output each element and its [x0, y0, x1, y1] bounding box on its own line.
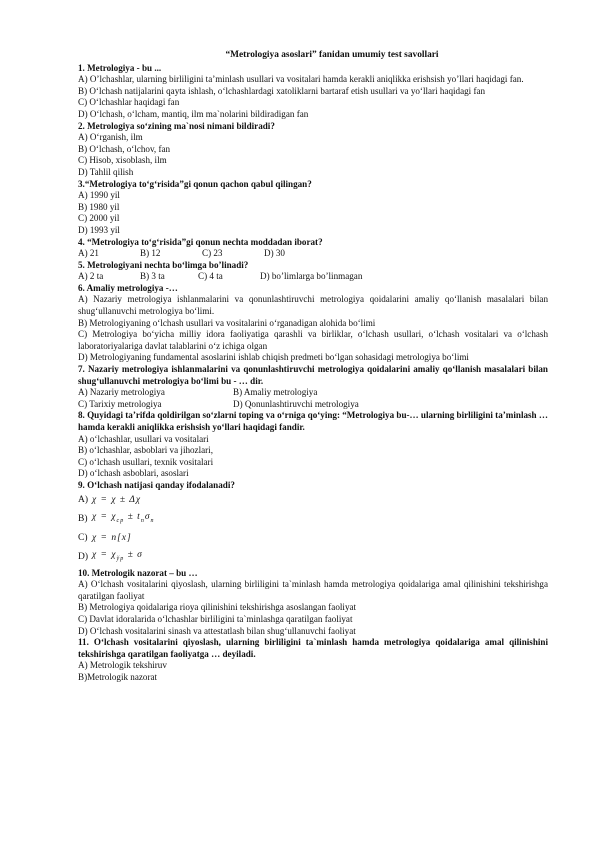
formula-subscript: ср: [116, 518, 125, 525]
question-text: 9. O‘lchash natijasi qanday ifodalanadi?: [78, 479, 235, 490]
answer-c: [78, 530, 548, 549]
answer-b: B)Metrologik nazorat: [78, 671, 158, 682]
question-text: 7. Nazariy metrologiya ishlanmalarini va qonunlashtiruvchi metrologiya qoidalarini amaliy qo‘llanish masalalari bilan shug‘ullanuvchi metrologiya bo‘limi bu - … dir.: [78, 364, 548, 386]
question-5: [78, 260, 548, 283]
answers-row: [78, 271, 548, 283]
answer-d: D) Qonunlashtiruvchi metrologiya: [233, 398, 359, 409]
answer-c: C) 2000 yil: [78, 213, 120, 224]
answer-b: B) Metrologiya qoidalariga rioya qilinishini tekshirishga asoslangan faoliyat: [78, 602, 357, 613]
answer-c: C) Hisob, xisoblash, ilm: [78, 155, 167, 166]
question-text: 11. O‘lchash vositalarini qiyoslash, ularning birliligini ta`minlash hamda metrologiya qoidalariga amal qilinishini tekshirishga qaratilgan faoliyatga … deyiladi.: [78, 637, 548, 659]
answer-a: A) 1990 yil: [78, 190, 120, 201]
answer-b: B) 3 ta: [140, 271, 165, 282]
answer-b: B) 1980 yil: [78, 201, 120, 212]
document-title: “Metrologiya asoslari” fanidan umumiy test savollari: [225, 50, 439, 60]
answer-a: A) Nazariy metrologiya: [78, 387, 165, 398]
answer-a: A) o‘lchashlar, usullari va vositalari: [78, 433, 209, 444]
answer-label: A): [78, 495, 89, 506]
answer-b: B) Amaliy metrologiya: [233, 387, 318, 398]
formula-subscript: n: [150, 518, 155, 525]
formula-part: χ = χ: [92, 550, 117, 561]
question-text: 6. Amaliy metrologiya -…: [78, 282, 178, 293]
answer-d: D) O‘lchash vositalarini sinash va attestatlash bilan shug‘ullanuvchi faoliyat: [78, 625, 356, 636]
answer-d: D) bo’limlarga bo’linmagan: [260, 271, 363, 282]
answer-c: C) Davlat idoralarida o‘lchashlar birliligini ta`minlashga qaratilgan faoliyat: [78, 613, 353, 624]
formula: χ = χ ± Δχ: [92, 495, 142, 506]
answer-b: B) O‘lchash natijalarini qayta ishlash, o‘lchashlardagi xatoliklarni bartaraf etish usullari va yo‘llari haqidagi fan: [78, 85, 486, 96]
question-text: 10. Metrologik nazorat – bu …: [78, 567, 198, 578]
formula-part: ± t: [124, 512, 141, 523]
answer-c: C) 23: [202, 248, 223, 259]
answer-c: C) Metrologiya bo‘yicha milliy idora faoliyatiga qarashli va birliklar, o‘lchash usullari, o‘lchash vositalari va o‘lchash laboratoriyalariga davlat talablarini o‘z ichiga olgan: [78, 329, 548, 351]
answer-d: D) o‘lchash asboblari, asoslari: [78, 468, 189, 479]
answer-c: C) O‘lchashlar haqidagi fan: [78, 97, 180, 108]
question-text: 3.“Metrologiya to‘g‘risida”gi qonun qachon qabul qilingan?: [78, 178, 312, 189]
answers-row: [78, 248, 548, 260]
answer-b: B) o‘lchashlar, asboblari va jihozlari,: [78, 445, 213, 456]
answer-c: C) 4 ta: [198, 271, 223, 282]
answer-a: A) Nazariy metrologiya ishlanmalarini va qonunlashtiruvchi metrologiya qoidalarini amaliy qo‘llanish masalalari bilan shug‘ullanuvchi metrologiya bo‘limi.: [78, 294, 548, 317]
question-2: [78, 121, 548, 179]
question-1: [78, 63, 548, 121]
formula-subscript: n: [140, 518, 145, 525]
answer-a: A) 2 ta: [78, 271, 104, 282]
answer-a: [78, 492, 548, 511]
question-text: 2. Metrologiya so‘zining ma`nosi nimani bildiradi?: [78, 120, 275, 131]
formula-part: χ = χ: [92, 512, 117, 523]
answer-d: [78, 549, 548, 568]
answers-row-1: [78, 387, 548, 399]
formula: [92, 550, 143, 565]
answer-d: D) Tahlil qilish: [78, 166, 134, 177]
answer-b: B) Metrologiyaning o‘lchash usullari va vositalarini o‘rganadigan alohida bo‘limi: [78, 317, 376, 328]
answer-d: D) Metrologiyaning fundamental asoslarini ishlab chiqish predmeti bo‘lgan sohasidagi metrologiya bo‘limi: [78, 352, 469, 363]
question-text: 4. “Metrologiya to‘g‘risida”gi qonun nechta moddadan iborat?: [78, 236, 323, 247]
answer-label: D): [78, 552, 89, 563]
question-8: [78, 410, 548, 480]
question-3: [78, 179, 548, 237]
answer-d: D) O‘lchash, o‘lcham, mantiq, ilm ma`nolarini bildiradigan fan: [78, 108, 309, 119]
question-10: [78, 568, 548, 638]
answer-a: A) O’lchashlar, ularning birliligini ta’minlash usullari va vositalari hamda kerakli aniqlikka erishsish yo’llari haqidagi fan.: [78, 74, 524, 85]
formula-part: ± σ: [124, 550, 143, 561]
answer-a: A) O‘lchash vositalarini qiyoslash, ularning birliligini ta`minlash hamda metrologiya qoidalariga amal qilinishini tekshirishga qaratilgan faoliyat: [78, 579, 548, 601]
document-page: [78, 50, 548, 684]
question-7: [78, 364, 548, 410]
answer-d: D) 1993 yil: [78, 224, 120, 235]
answer-label: B): [78, 514, 88, 525]
answer-b: B) 12: [140, 248, 161, 259]
question-9: [78, 480, 548, 568]
answer-c: C) Tarixiy metrologiya: [78, 398, 162, 409]
question-4: [78, 237, 548, 260]
question-11: [78, 637, 548, 683]
formula: χ = n[x]: [92, 533, 132, 544]
answer-label: C): [78, 533, 88, 544]
answer-c: C) o‘lchash usullari, texnik vositalari: [78, 456, 214, 467]
formula: [92, 512, 155, 527]
answer-b: B) O‘lchash, o‘lchov, fan: [78, 143, 171, 154]
formula-subscript: ўр: [116, 556, 125, 563]
answer-a: A) O‘rganish, ilm: [78, 132, 143, 143]
question-text: 8. Quyidagi ta’rifda qoldirilgan so‘zlarni toping va o‘rniga qo‘ying: “Metrologiya bu-… ularning birliligini ta’minlash … hamda kerakli aniqlikka erishsish yo‘llari haqidagi fandir.: [78, 410, 548, 432]
answer-a: A) Metrologik tekshiruv: [78, 660, 167, 671]
question-6: [78, 283, 548, 364]
formula-part: σ: [144, 512, 151, 523]
question-text: 1. Metrologiya - bu ...: [78, 62, 162, 73]
answer-a: A) 21: [78, 248, 99, 259]
answer-d: D) 30: [264, 248, 285, 259]
answer-b: [78, 511, 548, 530]
question-text: 5. Metrologiyani nechta bo‘limga bo’linadi?: [78, 259, 249, 270]
answers-row-2: [78, 399, 548, 411]
